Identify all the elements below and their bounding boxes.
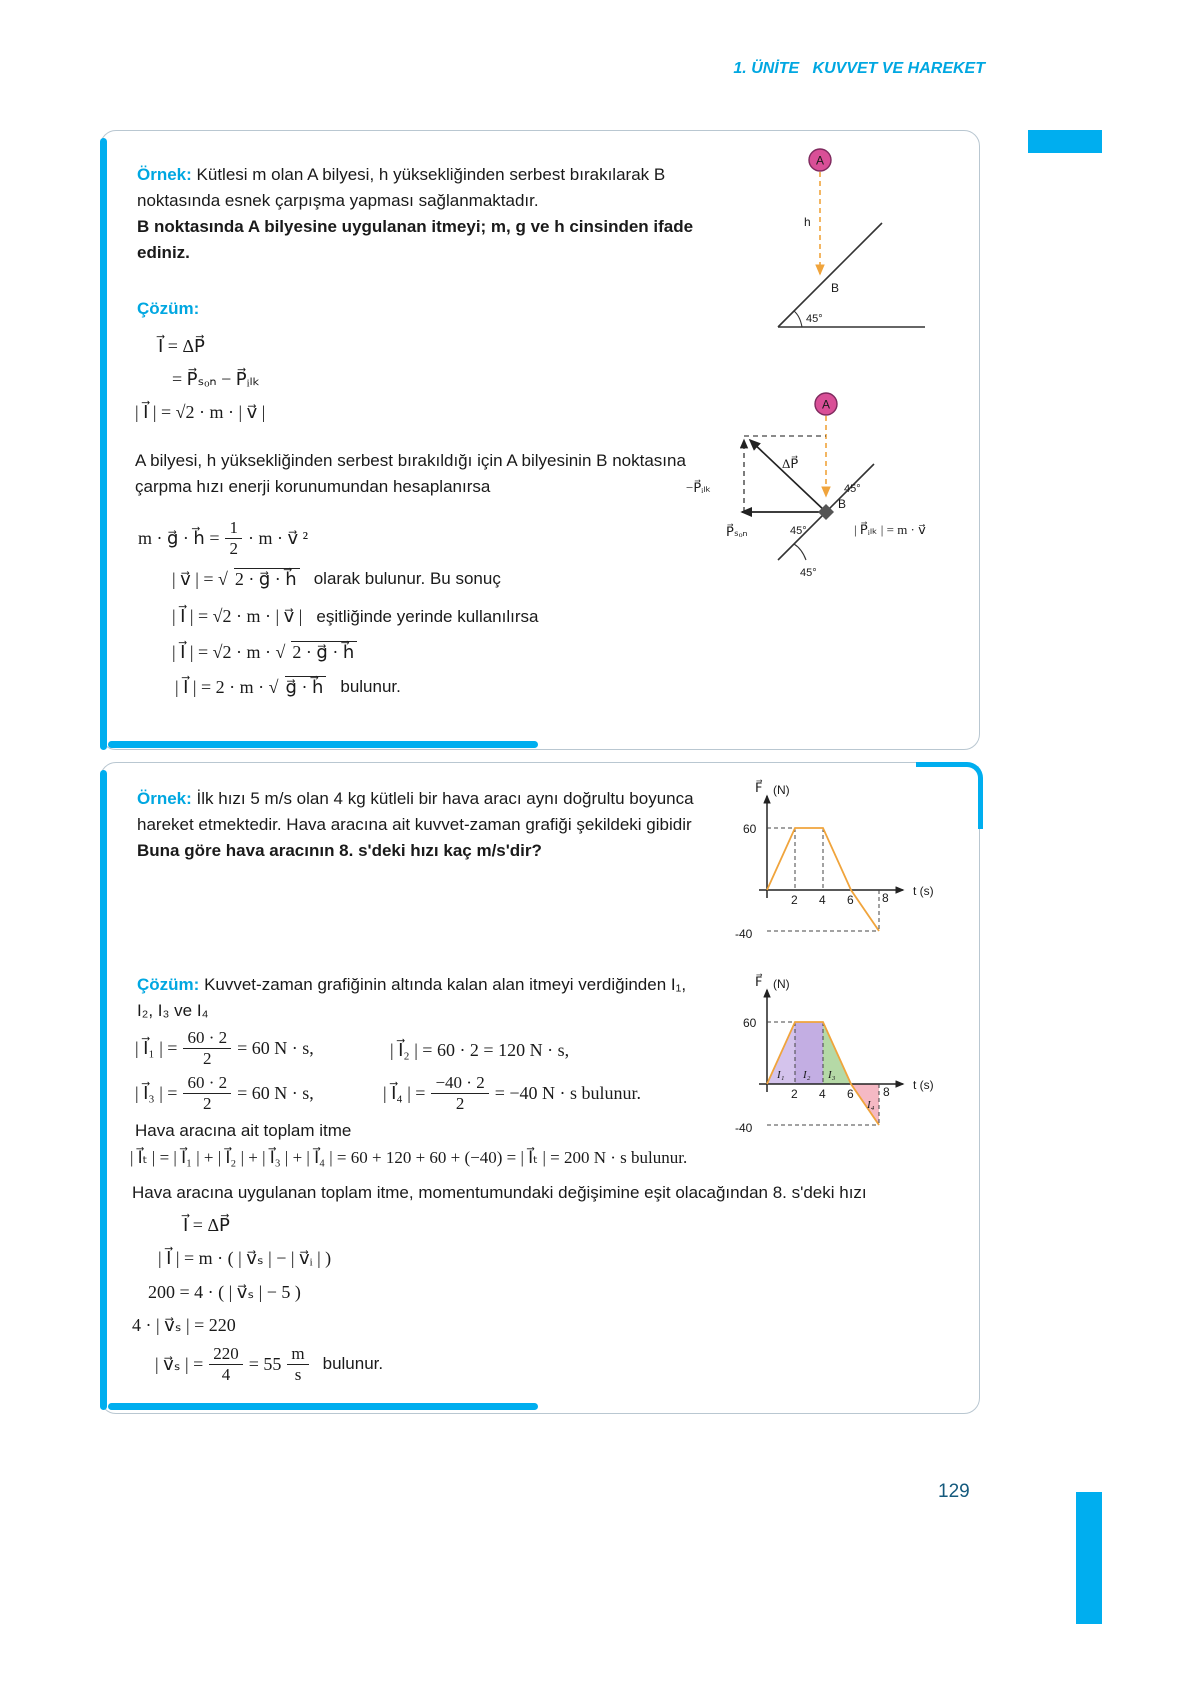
impulse1-fraction: $\frac{60 \cdot 2}{2}$ — [183, 1028, 231, 1068]
impulse1-rhs: = 60 N · s, — [237, 1037, 314, 1058]
height-label: h — [804, 215, 811, 229]
impulse3-fraction: $\frac{60 \cdot 2}{2}$ — [183, 1073, 231, 1113]
physics-diagram-momentum — [678, 388, 978, 608]
page-number: 129 — [938, 1481, 970, 1502]
final-eq-b — [158, 1248, 331, 1269]
accent-left-bar-2 — [100, 770, 107, 1410]
final-eq-c — [148, 1282, 301, 1303]
accent-bottom-bar-1 — [108, 741, 538, 748]
final-eq-e-tail: bulunur. — [322, 1354, 384, 1374]
p-ilk-equation: | P⃗ᵢₗₖ | = m · v⃗ — [854, 522, 926, 537]
final-eq-a-text: I⃗ = ΔP⃗ — [183, 1215, 230, 1235]
tick-8-2: 8 — [883, 1085, 890, 1099]
impulse3-eq — [135, 1073, 314, 1113]
final-eq-e-lhs: | v⃗ₛ | = — [155, 1353, 204, 1374]
final-eq-d-text: 4 · | v⃗ₛ | = 220 — [132, 1315, 236, 1335]
t-axis-label: t (s) — [913, 884, 934, 898]
physics-diagram-drop — [740, 142, 970, 342]
total-impulse-eq — [130, 1148, 687, 1168]
bottom-right-accent-bar — [1076, 1492, 1102, 1624]
combined-eq — [172, 641, 357, 663]
cozum-label-2: Çözüm: — [137, 975, 200, 994]
final-eq-c-text: 200 = 4 · ( | v⃗ₛ | − 5 ) — [148, 1282, 301, 1302]
minus-p-ilk-label: −P⃗ᵢₗₖ — [686, 480, 711, 495]
substitute-eq-text: | I⃗ | = √2 · m · | v⃗ | — [172, 606, 303, 626]
example2-solution-intro — [137, 972, 697, 1024]
incline-line — [778, 223, 882, 327]
t-axis-label-2: t (s) — [913, 1078, 934, 1092]
total-impulse-text: | I⃗ₜ | = | I⃗₁ | + | I⃗₂ | + | I⃗₃ | + | I⃗₄ | = 60 + 120 + 60 + (−40) = | I⃗ₜ | = 200 N · s bulunur. — [130, 1148, 688, 1167]
accent-bottom-bar-2 — [108, 1403, 538, 1410]
example1-question: B noktasında A bilyesine uygulanan itmeyi; m, g ve h cinsinden ifade ediniz. — [137, 217, 694, 262]
example1-intro-text: Kütlesi m olan A bilyesi, h yüksekliğinden serbest bırakılarak B noktasında esnek çarpışma yapması sağlanmaktadır. — [137, 165, 666, 210]
impulse-eq-2-text: = P⃗ₛₒₙ − P⃗ᵢₗₖ — [172, 369, 261, 389]
angle-label: 45° — [806, 313, 823, 325]
substitute-eq — [172, 606, 538, 627]
point-b-label: B — [831, 281, 840, 295]
final-eq-b-text: | I⃗ | = m · ( | v⃗ₛ | − | v⃗ᵢ | ) — [158, 1248, 332, 1268]
angle-label-1: 45° — [844, 483, 861, 495]
impulse4-fraction: $\frac{-40 \cdot 2}{2}$ — [431, 1073, 488, 1113]
tick-2: 2 — [791, 893, 798, 907]
tick-8: 8 — [882, 891, 889, 905]
velocity-eq-lhs: | v⃗ | = √ — [172, 568, 228, 589]
cozum-label-1: Çözüm: — [137, 299, 200, 318]
impulse4-rhs: = −40 N · s bulunur. — [494, 1082, 642, 1103]
example1-solution-paragraph: A bilyesi, h yüksekliğinden serbest bırakıldığı için A bilyesinin B noktasına çarpma hızı enerji korunumundan hesaplanırsa — [135, 451, 686, 496]
result-eq — [175, 676, 401, 698]
combined-eq-lhs: | I⃗ | = √2 · m · √ — [172, 641, 286, 662]
velocity-eq — [172, 568, 501, 590]
impulse4-eq — [383, 1073, 641, 1113]
delta-p-label: ΔP⃗ — [782, 456, 799, 471]
velocity-eq-radicand: 2 · g⃗ · h⃗ — [234, 568, 300, 590]
impulse1-lhs: | I⃗₁ | = — [135, 1037, 178, 1058]
final-eq-e-unit-fraction: $\frac{m}{s}$ — [287, 1344, 308, 1384]
impulse3-lhs: | I⃗₃ | = — [135, 1082, 178, 1103]
y60-label-2: 60 — [743, 1016, 757, 1030]
y60-label: 60 — [743, 822, 757, 836]
energy-eq — [138, 518, 308, 558]
momentum-paragraph: Hava aracına uygulanan toplam itme, momentumundaki değişimine eşit olacağından 8. s'deki hızı — [132, 1183, 867, 1202]
angle-arc-2 — [794, 544, 806, 560]
impulse-eq-1 — [158, 336, 205, 357]
region-i4-label: I₄ — [867, 1099, 875, 1111]
region-i3-label: I₃ — [828, 1069, 836, 1081]
tick-6-2: 6 — [847, 1087, 854, 1101]
ornek-label-2: Örnek: — [137, 789, 192, 808]
region-i2-label: I₂ — [803, 1069, 811, 1081]
point-b-2-label: B — [838, 497, 847, 511]
delta-p-vector — [750, 440, 826, 512]
example2-question: Buna göre hava aracının 8. s'deki hızı kaç m/s'dir? — [137, 841, 542, 860]
final-eq-e — [155, 1344, 383, 1384]
angle-label-2: 45° — [790, 525, 807, 537]
final-eq-a — [183, 1215, 230, 1236]
substitute-eq-tail: eşitliğinde yerinde kullanılırsa — [316, 606, 539, 626]
final-eq-e-fraction: $\frac{220}{4}$ — [209, 1344, 243, 1384]
impulse2-text: | I⃗₂ | = 60 · 2 = 120 N · s, — [390, 1040, 570, 1060]
f-axis-label: F⃗ — [755, 780, 763, 795]
tick-4: 4 — [819, 893, 826, 907]
impulse-eq-2 — [172, 369, 260, 390]
ball-a-label: A — [815, 153, 825, 168]
energy-eq-lhs: m · g⃗ · h⃗ = — [138, 527, 220, 548]
yneg40-label-2: -40 — [735, 1121, 753, 1135]
yneg40-label: -40 — [735, 927, 753, 941]
total-impulse-label: Hava aracına ait toplam itme — [135, 1121, 352, 1140]
tick-2-2: 2 — [791, 1087, 798, 1101]
combined-eq-radicand: 2 · g⃗ · h⃗ — [291, 641, 357, 663]
example2-intro-text: İlk hızı 5 m/s olan 4 kg kütleli bir hava aracı aynı doğrultu boyunca hareket etmektedir. Hava aracına ait kuvvet-zaman grafiği şekildeki gibidir — [137, 789, 694, 834]
p-son-label: P⃗ₛₒₙ — [726, 524, 748, 539]
force-time-graph-1 — [735, 778, 970, 953]
ornek-label-1: Örnek: — [137, 165, 192, 184]
impulse-eq-3-text: | I⃗ | = √2 · m · | v⃗ | — [135, 402, 266, 422]
example2-statement — [137, 786, 697, 864]
impulse4-lhs: | I⃗₄ | = — [383, 1082, 426, 1103]
impulse3-rhs: = 60 N · s, — [237, 1082, 314, 1103]
f-unit-label-2: (N) — [773, 977, 790, 991]
tick-4-2: 4 — [819, 1087, 826, 1101]
angle-label-3: 45° — [800, 567, 817, 579]
final-eq-d — [132, 1315, 236, 1336]
force-time-graph-2 — [735, 972, 975, 1152]
example1-statement — [137, 162, 695, 266]
solution-intro-text: Kuvvet-zaman grafiğinin altında kalan alan itmeyi verdiğinden I₁, I₂, I₃ ve I₄ — [137, 975, 687, 1020]
ball-a-2-label: A — [821, 397, 831, 412]
result-eq-radicand: g⃗ · h⃗ — [285, 676, 327, 698]
tick-6: 6 — [847, 893, 854, 907]
region-i1-label: I₁ — [777, 1069, 785, 1081]
impulse-eq-1-text: I⃗ = ΔP⃗ — [158, 336, 205, 356]
one-half-fraction: $\frac{1}{2}$ — [225, 518, 242, 558]
impulse1-eq — [135, 1028, 314, 1068]
energy-eq-rhs: · m · v⃗ ² — [247, 527, 309, 548]
result-eq-lhs: | I⃗ | = 2 · m · √ — [175, 676, 279, 697]
f-axis-label-2: F⃗ — [755, 974, 763, 989]
impulse-eq-3 — [135, 402, 265, 423]
accent-left-bar-1 — [100, 138, 107, 750]
angle-arc — [794, 311, 802, 327]
final-eq-e-mid: = 55 — [248, 1353, 282, 1374]
impulse2-eq — [390, 1040, 569, 1061]
corner-tab-accent — [1028, 130, 1102, 153]
velocity-eq-tail: olarak bulunur. Bu sonuç — [313, 569, 501, 588]
unit-header: 1. ÜNİTE KUVVET VE HAREKET — [733, 60, 985, 77]
result-eq-tail: bulunur. — [340, 677, 401, 696]
f-unit-label: (N) — [773, 783, 790, 797]
